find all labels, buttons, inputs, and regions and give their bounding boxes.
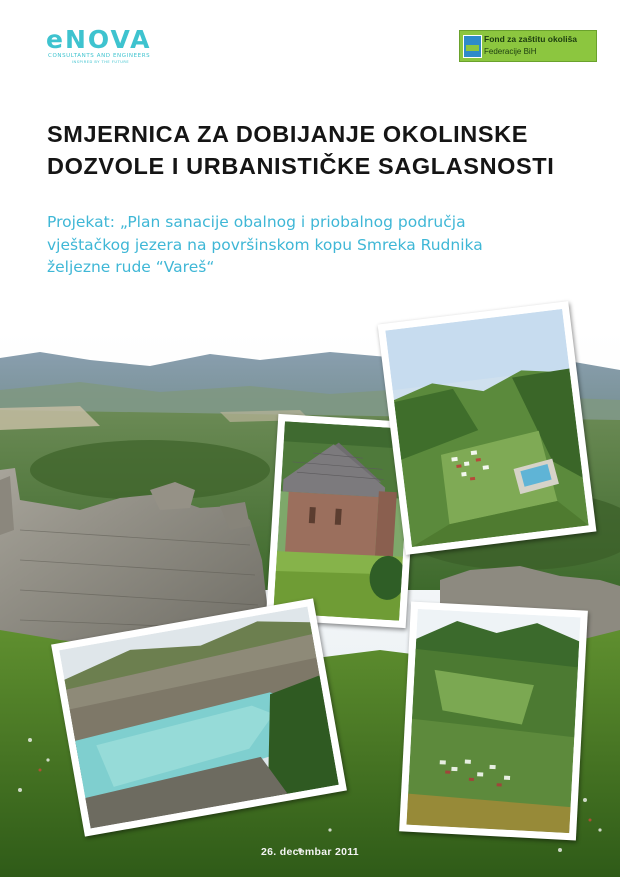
fond-logo-line-2: Federacije BiH bbox=[484, 47, 537, 56]
mountain-village-photo bbox=[406, 609, 580, 833]
document-title bbox=[47, 118, 607, 182]
document-title-line-1: SMJERNICA ZA DOBIJANJE OKOLINSKE bbox=[47, 121, 528, 147]
project-line-3: željezne rude “Vareš“ bbox=[47, 258, 215, 276]
fond-emblem-icon bbox=[463, 35, 482, 58]
photo-card-valley-town bbox=[378, 301, 597, 555]
project-line-2: vještačkog jezera na površinskom kopu Smreka Rudnika bbox=[47, 235, 483, 254]
enova-logo bbox=[46, 26, 158, 66]
church-photo bbox=[273, 421, 410, 620]
photo-card-mountain-village bbox=[399, 602, 588, 841]
project-line-1: Projekat: „Plan sanacije obalnog i priobalnog područja bbox=[47, 213, 466, 231]
fond-logo bbox=[459, 30, 597, 62]
pit-lake-photo bbox=[59, 606, 339, 828]
enova-logo-tagline: CONSULTANTS AND ENGINEERS bbox=[48, 53, 151, 59]
valley-town-photo bbox=[385, 309, 588, 547]
document-title-line-2: DOZVOLE I URBANISTIČKE SAGLASNOSTI bbox=[47, 153, 555, 179]
publication-date: 26. decembar 2011 bbox=[261, 846, 359, 858]
project-subtitle bbox=[47, 211, 607, 279]
enova-logo-tagline-2: INSPIRED BY THE FUTURE bbox=[72, 60, 130, 64]
fond-logo-line-1: Fond za zaštitu okoliša bbox=[484, 34, 578, 44]
enova-logo-word: eNOVA bbox=[46, 25, 152, 54]
